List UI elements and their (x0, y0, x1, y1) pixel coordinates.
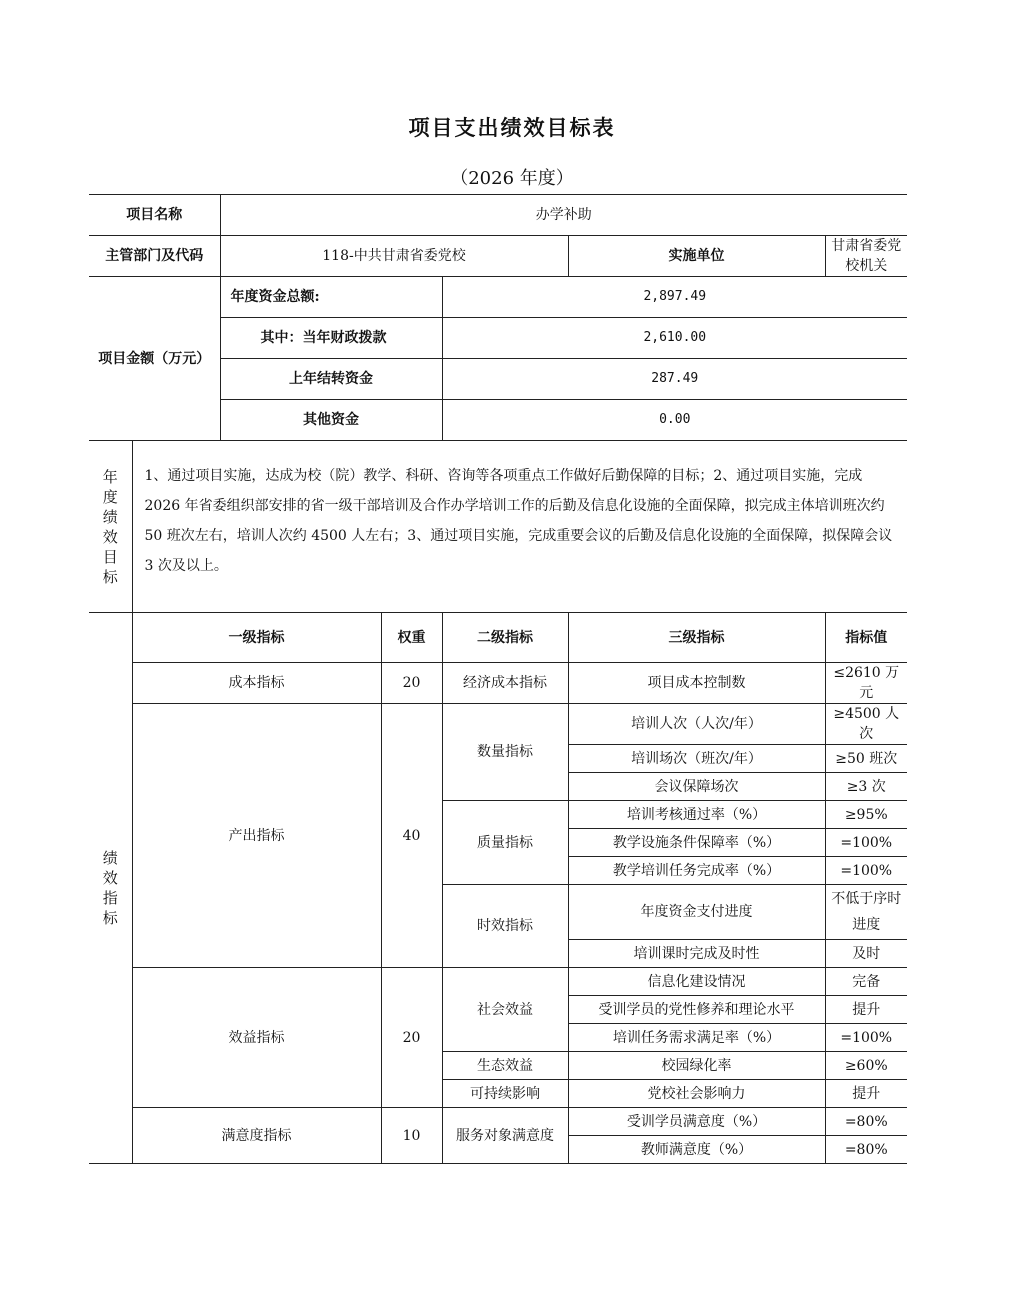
amount-total-value: 2,897.49 (442, 277, 907, 318)
table-row (89, 704, 907, 745)
level3-cell: 培训场次（班次/年） (568, 745, 825, 773)
value-cell: =80% (825, 1136, 907, 1164)
cost-level2: 经济成本指标 (442, 663, 568, 704)
project-name-value: 办学补助 (220, 195, 907, 236)
goal-label-char: 标 (102, 567, 118, 586)
goal-label-char: 年 (102, 467, 118, 486)
header-level3: 三级指标 (568, 613, 825, 663)
level3-cell: 教师满意度（%） (568, 1136, 825, 1164)
sustain-level2: 可持续影响 (442, 1080, 568, 1108)
goal-label-char: 目 (102, 547, 118, 566)
cost-value: ≤2610 万元 (825, 663, 907, 704)
level3-cell: 培训考核通过率（%） (568, 801, 825, 829)
annual-goal-text: 1、通过项目实施，达成为校（院）教学、科研、咨询等各项重点工作做好后勤保障的目标；2、通过项目实施，完成 2026 年省委组织部安排的省一级干部培训及合作办学培训工作的后勤及信息化设施的全面保障，拟完成主体培训班次约 50 班次左右，培训人次约 4500 人左右；3、通过项目实施，完成重要会议的后勤及信息化设施的全面保障，拟保障会议 3 次及以上。 (132, 441, 907, 613)
level3-cell: 培训课时完成及时性 (568, 940, 825, 968)
header-level2: 二级指标 (442, 613, 568, 663)
amount-total-label: 年度资金总额: (220, 277, 442, 318)
page-title: 项目支出绩效目标表 (408, 115, 616, 140)
indicators-label (89, 613, 132, 1164)
department-label: 主管部门及代码 (89, 236, 220, 277)
timeliness-level2: 时效指标 (442, 885, 568, 968)
header-weight: 权重 (381, 613, 442, 663)
level3-cell: 受训学员的党性修养和理论水平 (568, 996, 825, 1024)
amount-label: 项目金额（万元） (89, 277, 220, 441)
table-row (89, 663, 907, 704)
level3-cell: 年度资金支付进度 (568, 885, 825, 940)
quality-level2: 质量指标 (442, 801, 568, 885)
indicator-label-char: 效 (102, 869, 118, 887)
value-cell: =100% (825, 857, 907, 885)
amount-other-label: 其他资金 (220, 400, 442, 441)
header-target-value: 指标值 (825, 613, 907, 663)
amount-fiscal-value: 2,610.00 (442, 318, 907, 359)
value-cell: 提升 (825, 996, 907, 1024)
level3-cell: 党校社会影响力 (568, 1080, 825, 1108)
amount-other-value: 0.00 (442, 400, 907, 441)
level3-cell: 教学培训任务完成率（%） (568, 857, 825, 885)
indicator-label-char: 绩 (102, 849, 118, 867)
goal-label-char: 绩 (102, 507, 118, 526)
department-value: 118-中共甘肃省委党校 (220, 236, 568, 277)
project-name-row (89, 195, 907, 236)
cost-level1: 成本指标 (132, 663, 381, 704)
eco-level2: 生态效益 (442, 1052, 568, 1080)
level3-cell: 培训人次（人次/年） (568, 704, 825, 745)
amount-row (89, 277, 907, 318)
level3-cell: 培训任务需求满足率（%） (568, 1024, 825, 1052)
year-subtitle: （2026 年度） (450, 168, 574, 189)
value-cell: 及时 (825, 940, 907, 968)
benefit-level1: 效益指标 (132, 968, 381, 1108)
value-cell: 完备 (825, 968, 907, 996)
implementing-unit-value: 甘肃省委党校机关 (825, 236, 907, 277)
annual-goal-label (89, 441, 132, 613)
level3-cell: 受训学员满意度（%） (568, 1108, 825, 1136)
header-level1: 一级指标 (132, 613, 381, 663)
annual-goal-row (89, 441, 907, 613)
cost-level3: 项目成本控制数 (568, 663, 825, 704)
satisfaction-level1: 满意度指标 (132, 1108, 381, 1164)
value-cell: ≥95% (825, 801, 907, 829)
social-level2: 社会效益 (442, 968, 568, 1052)
satisfaction-weight: 10 (381, 1108, 442, 1164)
value-cell: ≥60% (825, 1052, 907, 1080)
goal-label-char: 效 (102, 527, 118, 546)
quantity-level2: 数量指标 (442, 704, 568, 801)
amount-fiscal-label: 其中：当年财政拨款 (220, 318, 442, 359)
satisfaction-level2: 服务对象满意度 (442, 1108, 568, 1164)
value-cell: =80% (825, 1108, 907, 1136)
value-cell: =100% (825, 1024, 907, 1052)
indicator-label-char: 标 (102, 909, 118, 927)
table-row (89, 1108, 907, 1136)
department-row (89, 236, 907, 277)
value-cell: ≥4500 人次 (825, 704, 907, 745)
indicator-label-char: 指 (102, 889, 118, 907)
project-name-label: 项目名称 (89, 195, 220, 236)
output-level1: 产出指标 (132, 704, 381, 968)
output-weight: 40 (381, 704, 442, 968)
goal-label-char: 度 (102, 487, 118, 506)
level3-cell: 会议保障场次 (568, 773, 825, 801)
amount-carryover-label: 上年结转资金 (220, 359, 442, 400)
value-cell: ≥3 次 (825, 773, 907, 801)
table-row (89, 968, 907, 996)
performance-target-table (89, 194, 907, 1164)
value-cell: ≥50 班次 (825, 745, 907, 773)
cost-weight: 20 (381, 663, 442, 704)
level3-cell: 校园绿化率 (568, 1052, 825, 1080)
level3-cell: 信息化建设情况 (568, 968, 825, 996)
value-cell: 提升 (825, 1080, 907, 1108)
value-cell: 不低于序时进度 (825, 885, 907, 940)
indicator-header-row (89, 613, 907, 663)
amount-carryover-value: 287.49 (442, 359, 907, 400)
value-cell: =100% (825, 829, 907, 857)
level3-cell: 教学设施条件保障率（%） (568, 829, 825, 857)
benefit-weight: 20 (381, 968, 442, 1108)
implementing-unit-label: 实施单位 (568, 236, 825, 277)
